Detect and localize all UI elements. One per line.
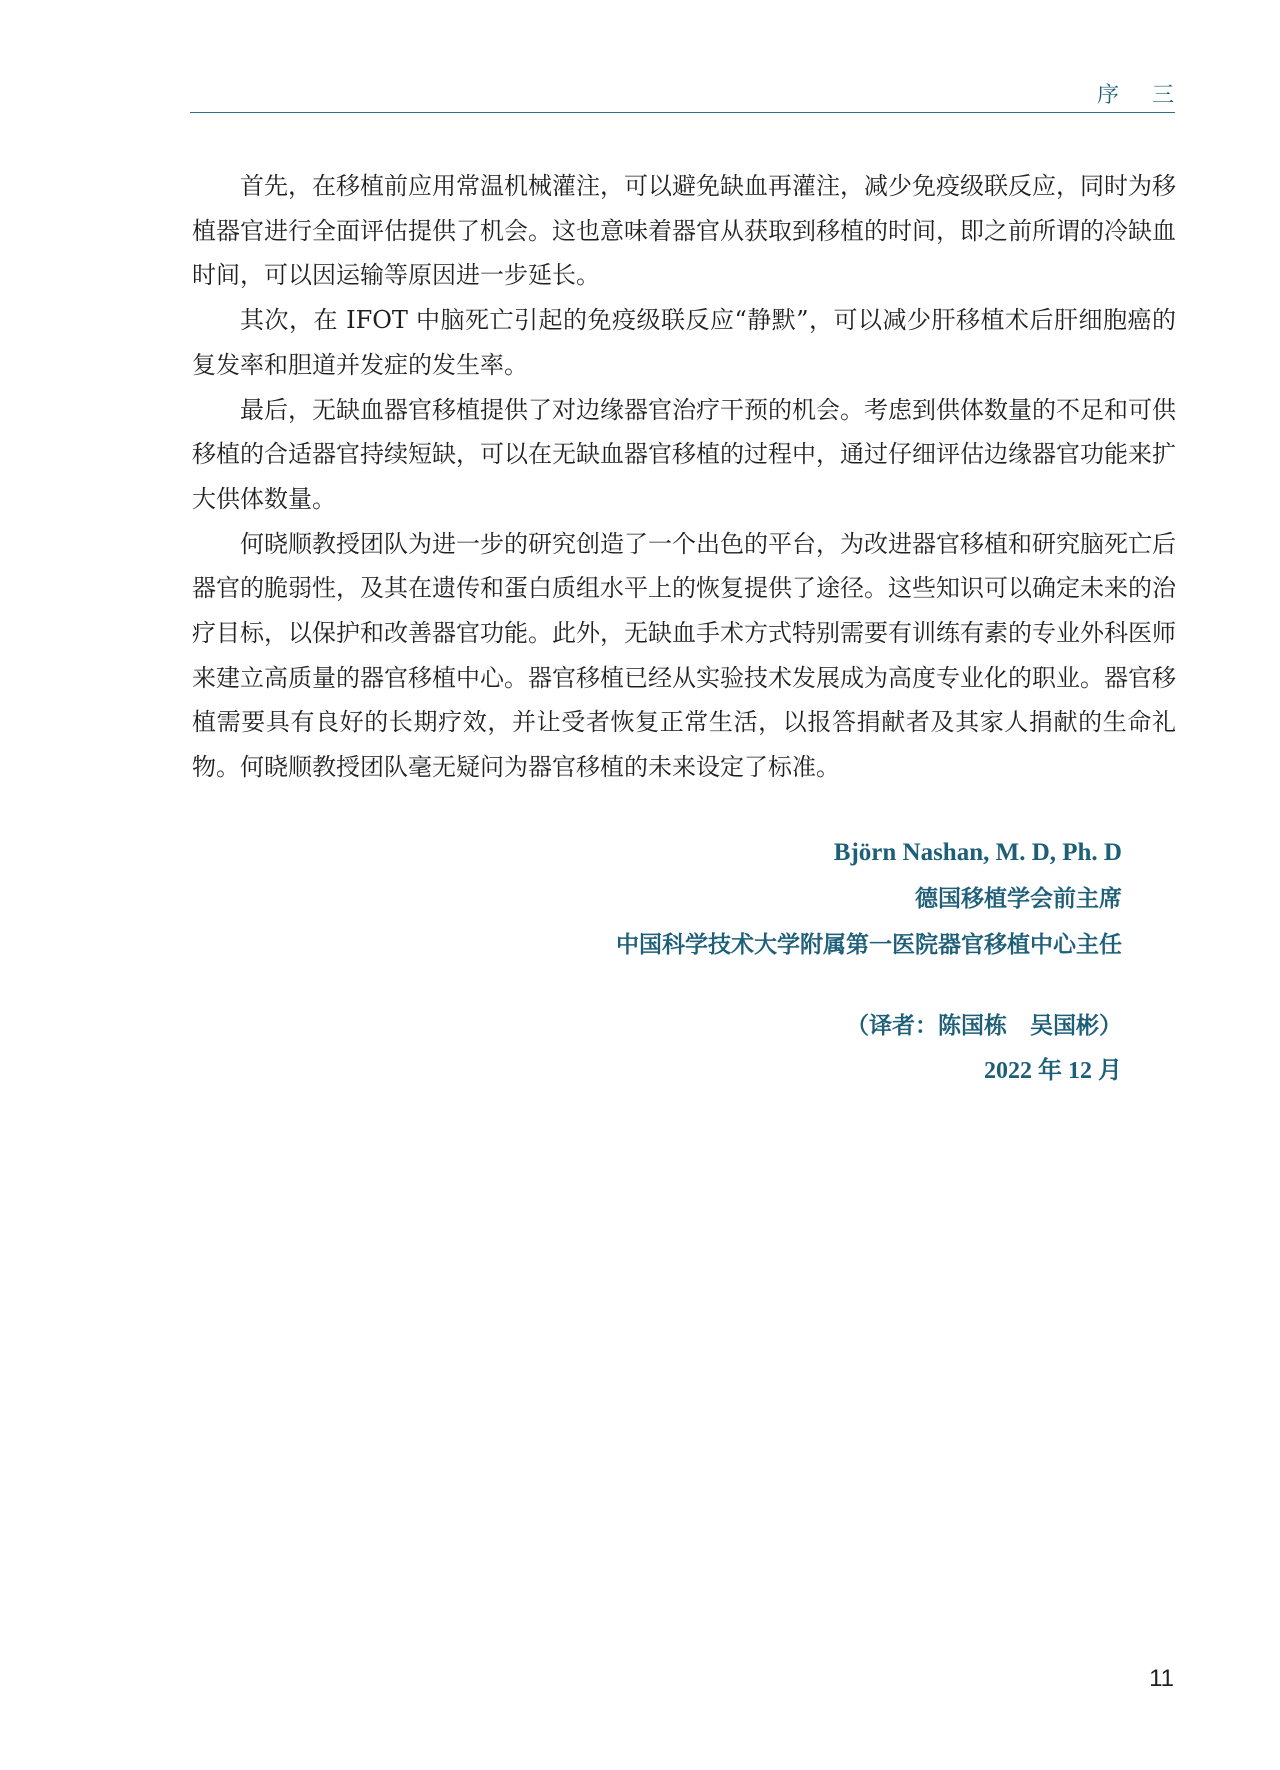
translator-block (846, 1004, 1122, 1094)
paragraph-2: 其次，在 IFOT 中脑死亡引起的免疫级联反应“静默”，可以减少肝移植术后肝细胞癌的复发率和胆道并发症的发生率。 (192, 306, 1176, 379)
translator-credit: （译者：陈国栋 吴国彬） (846, 1013, 1122, 1039)
body-text (192, 164, 1176, 790)
signature-name: Björn Nashan, M. D, Ph. D (833, 839, 1122, 866)
paragraph-3: 最后，无缺血器官移植提供了对边缘器官治疗干预的机会。考虑到供体数量的不足和可供移植的合适器官持续短缺，可以在无缺血器官移植的过程中，通过仔细评估边缘器官功能来扩大供体数量。 (192, 395, 1176, 513)
paragraph-4: 何晓顺教授团队为进一步的研究创造了一个出色的平台，为改进器官移植和研究脑死亡后器官的脆弱性，及其在遗传和蛋白质组水平上的恢复提供了途径。这些知识可以确定未来的治疗目标，以保护和改善器官功能。此外，无缺血手术方式特别需要有训练有素的专业外科医师来建立高质量的器官移植中心。器官移植已经从实验技术发展成为高度专业化的职业。器官移植需要具有良好的长期疗效，并让受者恢复正常生活，以报答捐献者及其家人捐献的生命礼物。何晓顺教授团队毫无疑问为器官移植的未来设定了标准。 (192, 529, 1176, 782)
running-header-section-title: 序 三 (1097, 83, 1175, 108)
date-line: 2022 年 12 月 (984, 1058, 1122, 1084)
signature-block (616, 830, 1122, 968)
signature-title-1: 德国移植学会前主席 (915, 886, 1122, 912)
page-number: 11 (1149, 1665, 1174, 1692)
header-rule (190, 112, 1175, 113)
paragraph-1: 首先，在移植前应用常温机械灌注，可以避免缺血再灌注，减少免疫级联反应，同时为移植器官进行全面评估提供了机会。这也意味着器官从获取到移植的时间，即之前所谓的冷缺血时间，可以因运输等原因进一步延长。 (192, 172, 1176, 290)
signature-title-2: 中国科学技术大学附属第一医院器官移植中心主任 (616, 932, 1122, 958)
